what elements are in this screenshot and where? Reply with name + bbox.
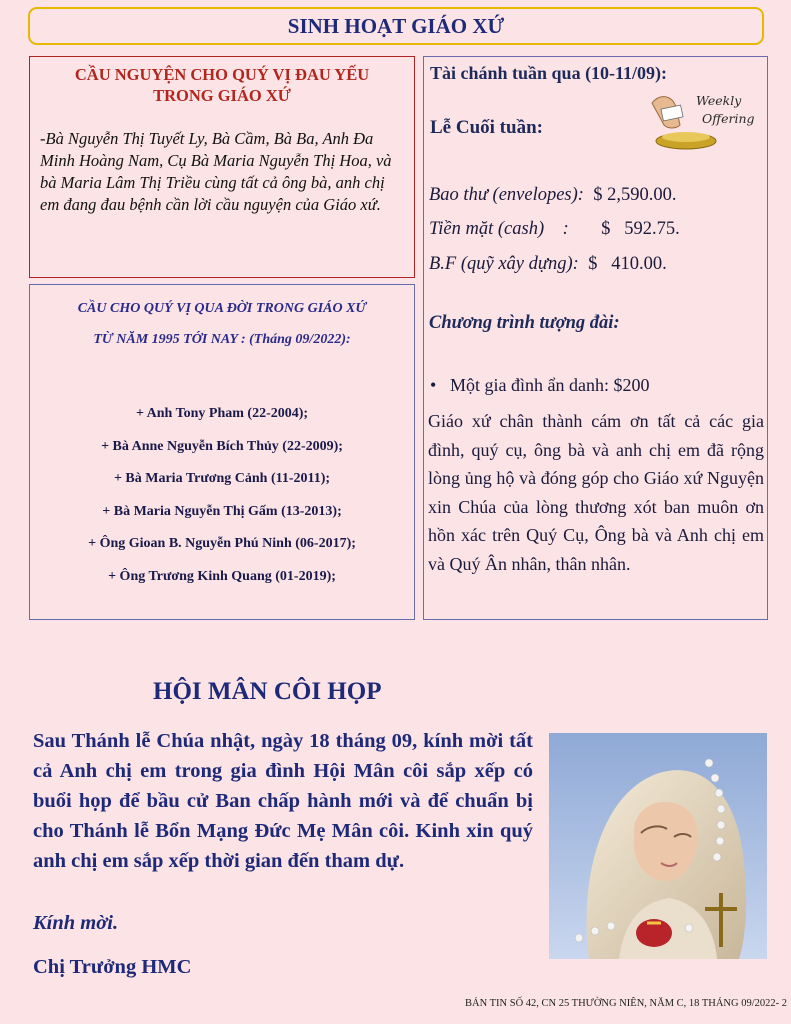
sick-prayer-body: -Bà Nguyễn Thị Tuyết Ly, Bà Cầm, Bà Ba, Anh Đa Minh Hoàng Nam, Cụ Bà Maria Nguyễn Thị Hoa, và bà Maria Lâm Thị Triều cùng tất cả ông bà, anh chị em đang đau bệnh cần lời cầu nguyện của Giáo xứ.: [40, 129, 392, 214]
meeting-title: HỘI MÂN CÔI HỌP: [153, 678, 382, 705]
program-donation-text: Một gia đình ẩn danh: $200: [450, 375, 650, 395]
section-title: SINH HOẠT GIÁO XỨ: [287, 13, 505, 38]
list-item: + Bà Maria Trương Cảnh (11-2011);: [113, 471, 331, 486]
sick-prayer-box: [29, 56, 415, 278]
list-item: + Bà Maria Nguyễn Thị Gấm (13-2013);: [102, 503, 342, 519]
sick-title-line1: CẦU NGUYỆN CHO QUÝ VỊ ĐAU YẾU: [74, 65, 370, 84]
svg-text:Offering: Offering: [702, 111, 755, 126]
program-donation: [430, 375, 649, 396]
departed-title-line1: CẦU CHO QUÝ VỊ QUA ĐỜI TRONG GIÁO XỨ: [77, 301, 367, 316]
finance-box: [423, 56, 768, 620]
list-item: + Ông Trương Kinh Quang (01-2019);: [108, 568, 336, 584]
program-label: Chương trình tượng đài:: [429, 313, 620, 333]
departed-title-line2: TỪ NĂM 1995 TỚI NAY : (Tháng 09/2022):: [93, 332, 351, 347]
finance-thanks: Giáo xứ chân thành cám ơn tất cả các gia đình, quý cụ, ông bà và anh chị em đã rộng lòng ủng hộ và đóng góp cho Giáo xứ Nguyện xin Chúa của lòng thương xót ban muôn ơn hồn xác trên Quý Cụ, Ông bà và Anh chị em và Quý Ân nhân, thân nhân.: [428, 411, 764, 574]
finance-row-envelopes: [429, 185, 676, 206]
finance-row-label: Bao thư (envelopes):: [429, 185, 584, 205]
finance-row-label: Tiền mặt (cash) :: [429, 219, 569, 239]
bullet-dot-icon: •: [430, 375, 437, 395]
list-item: + Ông Gioan B. Nguyễn Phú Ninh (06-2017);: [88, 536, 356, 551]
finance-row-amount: $ 592.75.: [601, 219, 680, 239]
virgin-mary-image: [549, 733, 767, 959]
list-item: + Bà Anne Nguyễn Bích Thủy (22-2009);: [101, 438, 343, 454]
footer-issue-info: BẢN TIN SỐ 42, CN 25 THƯỜNG NIÊN, NĂM C, 18 THÁNG 09/2022- 2: [465, 998, 787, 1009]
departed-prayer-box: [29, 284, 415, 620]
meeting-body: Sau Thánh lễ Chúa nhật, ngày 18 tháng 09, kính mời tất cả Anh chị em trong gia đình Hội Mân côi sắp xếp có buổi họp để bầu cử Ban chấp hành mới và để chuẩn bị cho Thánh lễ Bổn Mạng Đức Mẹ Mân côi. Kinh xin quý anh chị em sắp xếp thời gian đến tham dự.: [33, 730, 533, 872]
svg-text:Weekly: Weekly: [696, 93, 742, 108]
sick-prayer-title: [30, 64, 414, 106]
finance-row-label: B.F (quỹ xây dựng):: [429, 254, 579, 274]
list-item: + Anh Tony Pham (22-2004);: [135, 406, 309, 421]
finance-title: Tài chánh tuần qua (10-11/09):: [430, 63, 668, 83]
meeting-signature: Chị Trưởng HMC: [33, 956, 192, 978]
finance-row-amount: $ 2,590.00.: [593, 185, 677, 205]
finance-row-building-fund: [429, 254, 667, 275]
finance-row-cash: [429, 219, 680, 240]
weekly-offering-icon: [646, 85, 758, 153]
weekend-label: Lễ Cuối tuần:: [430, 117, 543, 138]
departed-title: [30, 293, 414, 355]
sick-title-line2: TRONG GIÁO XỨ: [153, 86, 291, 105]
section-header: [28, 7, 764, 45]
meeting-invite: Kính mời.: [33, 912, 119, 934]
departed-list: [30, 398, 414, 593]
finance-row-amount: $ 410.00.: [588, 254, 667, 274]
